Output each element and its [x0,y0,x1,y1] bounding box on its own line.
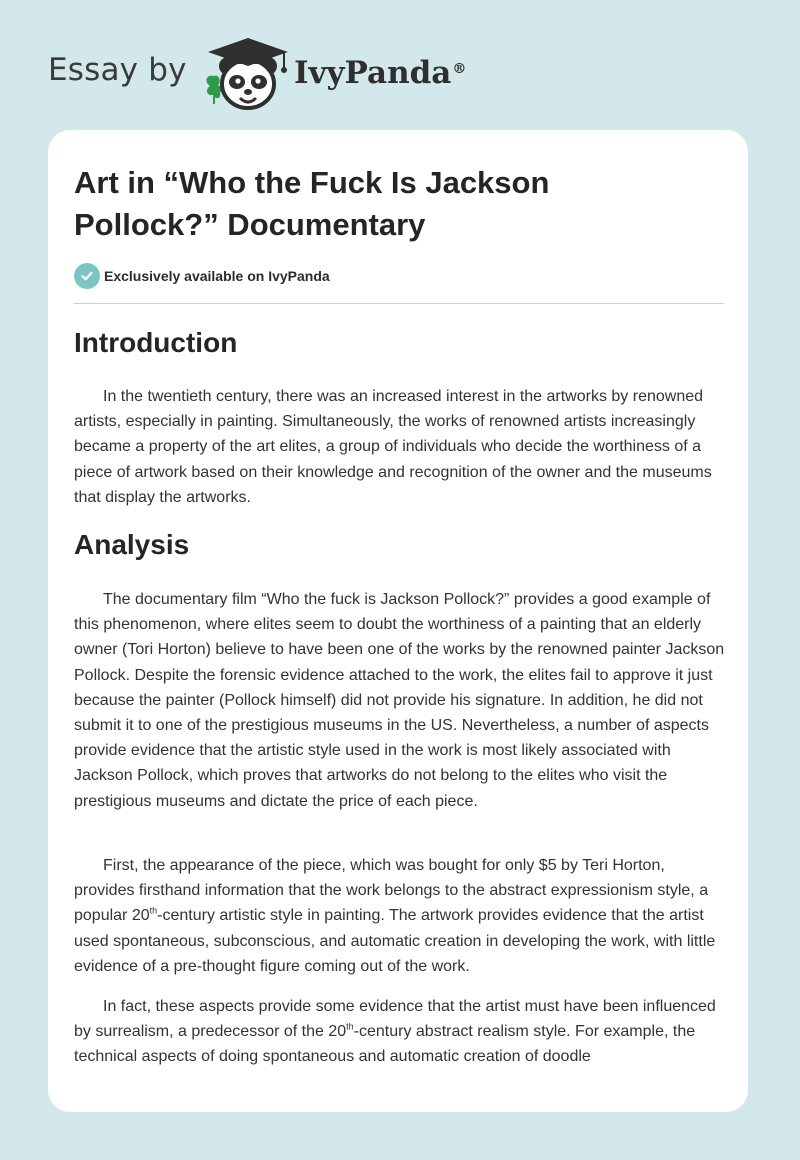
essay-by-label: Essay by [48,52,187,88]
paragraph [74,994,726,1070]
paragraph-text: -century abstract realism style. For example, the technical aspects of doing spontaneous and automatic creation of doodle [74,1023,696,1066]
essay-title: Art in “Who the Fuck Is Jackson Pollock?” Documentary [74,165,550,242]
registered-mark: ® [452,61,467,77]
essay-card [48,130,748,1112]
paragraph [74,853,726,979]
ordinal-suffix: th [346,1021,354,1032]
section-heading-analysis: Analysis [74,529,190,560]
brand-logo-text[interactable] [294,53,466,93]
paragraph: The documentary film “Who the fuck is Jackson Pollock?” provides a good example of this phenomenon, where elites seem to doubt the worthiness of a painting that an elderly owner (Tori Horton) believe to have been one of the works by the renowned painter Jackson Pollock. Despite the forensic evidence attached to the work, the elites fail to approve it just because the painter (Pollock himself) did not provide his signature. In addition, he did not submit it to one of the prestigious museums in the US. Nevertheless, a number of aspects provide evidence that the artistic style used in the work is most likely associated with Jackson Pollock, which proves that artworks do not belong to the elites who visit the prestigious museums and dictate the price of each piece. [74,591,725,810]
paragraph-text: In fact, these aspects provide some evidence that the artist must have been influenced by surrealism, a predecessor of the 20 [74,998,716,1041]
paragraph-text: First, the appearance of the piece, which was bought for only $5 by Teri Horton, provides firsthand information that the work belongs to the abstract expressionism style, a popular 20 [74,857,709,925]
ordinal-suffix: th [149,906,158,917]
panda-graduate-icon [200,34,296,114]
paragraph-text: -century artistic style in painting. The artwork provides evidence that the artist used spontaneous, subconscious, and automatic creation in developing the work, with little evidence of a pre-thought figure coming out of the work. [74,907,716,975]
divider [74,303,724,304]
check-circle-icon [74,263,100,289]
brand-name: IvyPanda [294,55,452,91]
paragraph: In the twentieth century, there was an increased interest in the artworks by renowned artists, especially in painting. Simultaneously, the works of renowned artists increasingly became a property of the art elites, a group of individuals who decide the worthiness of a piece of artwork based on their knowledge and recognition of the owner and the museums that display the artworks. [74,388,712,506]
site-header [0,0,800,130]
exclusive-label: Exclusively available on IvyPanda [104,268,330,284]
exclusive-badge [74,263,330,289]
section-heading-introduction: Introduction [74,327,238,358]
